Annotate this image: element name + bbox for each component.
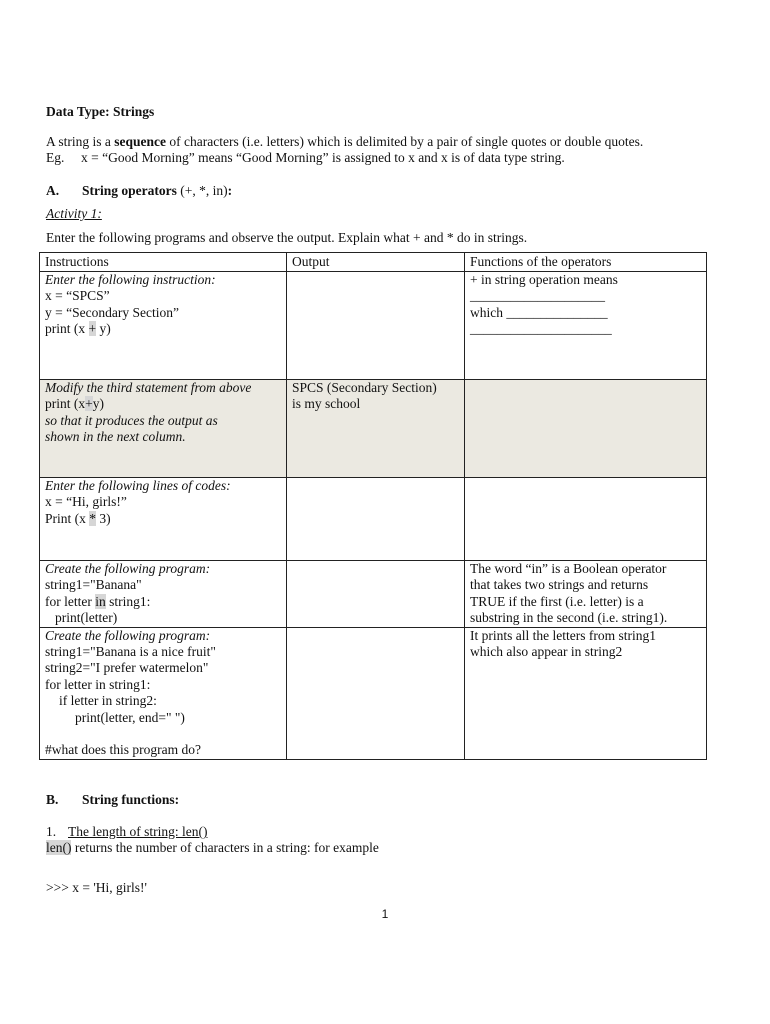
item-1-title: The length of string: len() xyxy=(68,824,208,839)
row5-instructions xyxy=(40,627,287,759)
item-1-heading xyxy=(46,824,207,840)
header-instructions: Instructions xyxy=(40,253,287,272)
row5-comment: #what does this program do? xyxy=(45,742,201,758)
code-text: y) xyxy=(96,321,111,337)
row1-code-line: y = “Secondary Section” xyxy=(45,304,179,320)
row4-code-line: print(letter) xyxy=(55,610,118,626)
fill-in-blank: which _______________ xyxy=(470,304,608,320)
header-functions: Functions of the operators xyxy=(465,253,707,272)
table-row xyxy=(40,380,707,478)
row4-instruction-text: Create the following program: xyxy=(45,561,211,576)
table-row xyxy=(40,561,707,628)
row2-functions xyxy=(465,380,707,478)
header-output: Output xyxy=(287,253,465,272)
fill-in-blank: _____________________ xyxy=(470,321,612,337)
section-a-letter: A. xyxy=(46,183,60,198)
row1-code-line xyxy=(45,321,281,337)
intro-paragraph xyxy=(46,134,643,150)
len-function-highlight: len() xyxy=(46,840,72,855)
row1-instructions xyxy=(40,272,287,380)
len-description-text: returns the number of characters in a string: for example xyxy=(71,840,379,855)
row1-functions xyxy=(465,272,707,380)
table-header-row xyxy=(40,253,707,272)
code-text: print (x xyxy=(45,321,89,337)
len-description xyxy=(46,840,379,856)
highlighted-operator: in xyxy=(95,593,106,609)
intro-text-post: of characters (i.e. letters) which is delimited by a pair of single quotes or double quotes. xyxy=(166,134,644,149)
row4-function-text: TRUE if the first (i.e. letter) is a xyxy=(470,593,644,609)
fill-in-blank: ____________________ xyxy=(470,288,605,304)
row4-code-line xyxy=(45,594,281,610)
activity-label: Activity 1: xyxy=(46,206,102,221)
row3-functions xyxy=(465,478,707,561)
example-text: x = “Good Morning” means “Good Morning” is assigned to x and x is of data type string. xyxy=(81,150,565,165)
row2-instruction-text: shown in the next column. xyxy=(45,429,186,445)
row5-code-line: string2="I prefer watermelon" xyxy=(45,660,209,676)
code-text: Print (x xyxy=(45,510,90,526)
row4-function-text: The word “in” is a Boolean operator xyxy=(470,561,667,576)
row5-function-text: which also appear in string2 xyxy=(470,644,623,660)
row5-code-line: if letter in string2: xyxy=(59,693,157,709)
row4-functions xyxy=(465,561,707,628)
highlighted-operator: + xyxy=(85,396,93,412)
activity-instruction: Enter the following programs and observe the output. Explain what + and * do in strings. xyxy=(46,230,528,245)
row2-output xyxy=(287,380,465,478)
code-text: 3) xyxy=(96,510,111,526)
row5-functions xyxy=(465,627,707,759)
row4-function-text: that takes two strings and returns xyxy=(470,577,649,593)
row1-function-text: + in string operation means xyxy=(470,272,618,287)
row4-function-text: substring in the second (i.e. string1). xyxy=(470,610,668,626)
row3-code-line xyxy=(45,511,281,527)
table-row xyxy=(40,627,707,759)
code-text: for letter xyxy=(45,593,96,609)
example-line xyxy=(46,150,565,166)
code-text: print (x xyxy=(45,396,86,412)
row4-output xyxy=(287,561,465,628)
row1-code-line: x = “SPCS” xyxy=(45,288,110,304)
section-a-title: String operators xyxy=(82,183,177,198)
blank-line xyxy=(45,726,281,742)
intro-text-bold: sequence xyxy=(114,134,167,149)
section-b-title: String functions: xyxy=(82,792,180,807)
row4-code-line: string1="Banana" xyxy=(45,577,142,593)
row3-instruction-text: Enter the following lines of codes: xyxy=(45,478,231,493)
row4-instructions xyxy=(40,561,287,628)
section-b-letter: B. xyxy=(46,792,59,807)
section-a-title-rest: (+, *, in) xyxy=(176,183,228,198)
row5-output xyxy=(287,627,465,759)
section-a-colon: : xyxy=(227,183,233,198)
page-number: 1 xyxy=(381,907,389,921)
example-label: Eg. xyxy=(46,150,65,165)
document-title: Data Type: Strings xyxy=(46,104,155,119)
table-row xyxy=(40,272,707,380)
activity-table xyxy=(39,252,707,760)
highlighted-operator: + xyxy=(88,321,97,337)
row1-instruction-text: Enter the following instruction: xyxy=(45,272,216,287)
section-a-heading xyxy=(46,183,232,199)
python-prompt-line: >>> x = 'Hi, girls!' xyxy=(46,880,147,895)
row2-output-text: SPCS (Secondary Section) xyxy=(292,380,437,395)
row3-output xyxy=(287,478,465,561)
row3-instructions xyxy=(40,478,287,561)
row2-code-line xyxy=(45,396,281,412)
section-b-heading xyxy=(46,792,179,808)
highlighted-operator: * xyxy=(89,510,97,526)
row1-output xyxy=(287,272,465,380)
row5-code-line: for letter in string1: xyxy=(45,676,151,692)
row5-instruction-text: Create the following program: xyxy=(45,627,211,643)
row5-code-line: print(letter, end=" ") xyxy=(75,709,185,725)
intro-text-pre: A string is a xyxy=(46,134,115,149)
row2-output-text: is my school xyxy=(292,396,361,412)
row2-instruction-text: Modify the third statement from above xyxy=(45,380,252,395)
code-text: y) xyxy=(92,396,104,412)
row5-function-text: It prints all the letters from string1 xyxy=(470,627,656,643)
row3-code-line: x = “Hi, girls!” xyxy=(45,494,127,510)
table-row xyxy=(40,478,707,561)
row2-instructions xyxy=(40,380,287,478)
item-1-number: 1. xyxy=(46,824,57,839)
row5-code-line: string1="Banana is a nice fruit" xyxy=(45,644,216,660)
code-text: string1: xyxy=(105,593,151,609)
row2-instruction-text: so that it produces the output as xyxy=(45,412,218,428)
